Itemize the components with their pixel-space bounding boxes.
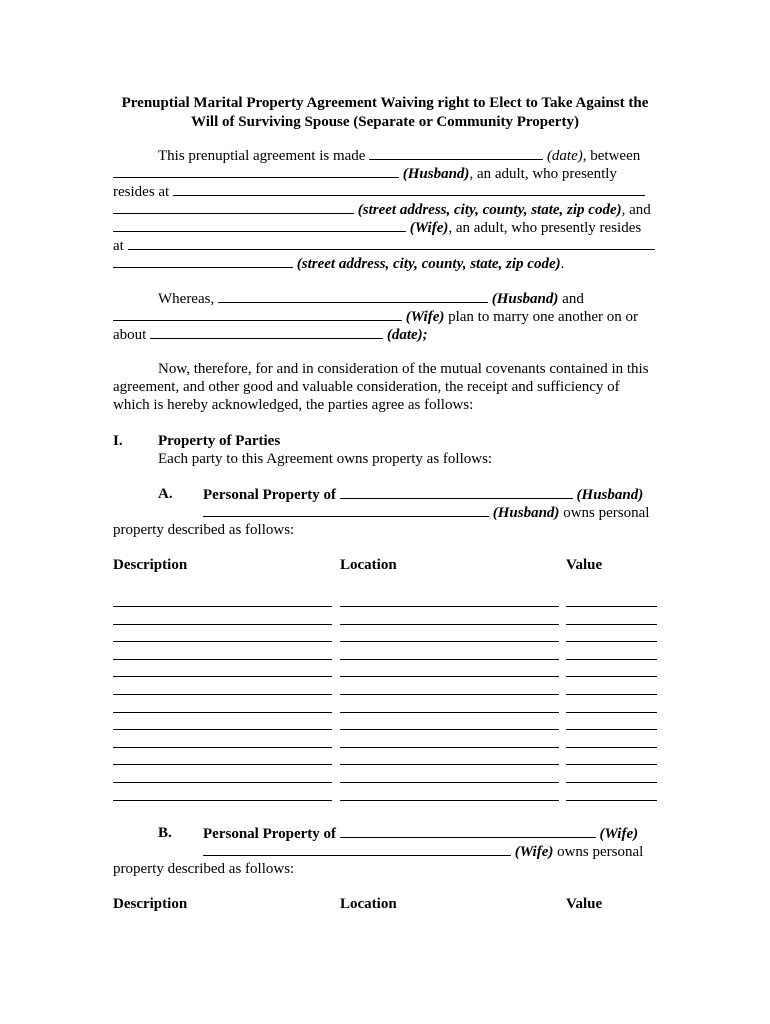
location-blank[interactable] [340, 729, 559, 730]
sub-a-husband-blank-1[interactable] [340, 485, 573, 499]
sub-b-owns-text: owns personal [557, 844, 644, 860]
whereas-line-2 [113, 307, 638, 326]
sub-b-wife-label-2: (Wife) [514, 844, 554, 860]
resides-at-label: resides at [113, 184, 170, 200]
plan-text: plan to marry one another on or [448, 309, 639, 325]
agreement-date-blank[interactable] [369, 146, 543, 160]
at-label: at [113, 238, 124, 254]
sub-a-line-1 [203, 485, 643, 504]
description-blank[interactable] [113, 764, 332, 765]
whereas-and: and [562, 291, 584, 307]
location-blank[interactable] [340, 694, 559, 695]
table-b-header-location: Location [340, 896, 397, 912]
value-blank[interactable] [566, 764, 657, 765]
description-blank[interactable] [113, 800, 332, 801]
value-blank[interactable] [566, 676, 657, 677]
description-blank[interactable] [113, 712, 332, 713]
sub-a-husband-label: (Husband) [576, 487, 644, 503]
whereas-wife-blank[interactable] [113, 307, 402, 321]
now-therefore-line-3: which is hereby acknowledged, the parties agree as follows: [113, 397, 474, 413]
date-label: (date) [546, 148, 583, 164]
whereas-line-1 [158, 289, 584, 308]
value-blank[interactable] [566, 800, 657, 801]
between-text: , between [582, 148, 641, 164]
location-blank[interactable] [340, 676, 559, 677]
sub-b-wife-blank-1[interactable] [340, 824, 596, 838]
description-blank[interactable] [113, 676, 332, 677]
location-blank[interactable] [340, 659, 559, 660]
value-blank[interactable] [566, 641, 657, 642]
marriage-date-blank[interactable] [150, 325, 383, 339]
table-a-header-value: Value [566, 557, 603, 573]
intro-line-7 [113, 254, 564, 273]
whereas-husband-label: (Husband) [491, 291, 559, 307]
description-blank[interactable] [113, 729, 332, 730]
wife-label: (Wife) [409, 220, 449, 236]
sub-b-wife-label: (Wife) [599, 826, 639, 842]
whereas-date-label: (date); [386, 327, 428, 343]
location-blank[interactable] [340, 764, 559, 765]
description-blank[interactable] [113, 606, 332, 607]
description-blank[interactable] [113, 747, 332, 748]
period-text: . [560, 256, 565, 272]
location-blank[interactable] [340, 782, 559, 783]
wife-address-blank-1[interactable] [128, 236, 655, 250]
sub-a-letter: A. [158, 486, 173, 502]
value-blank[interactable] [566, 694, 657, 695]
location-blank[interactable] [340, 747, 559, 748]
wife-suffix: , an adult, who presently resides [448, 220, 642, 236]
location-blank[interactable] [340, 712, 559, 713]
section-1-text: Each party to this Agreement owns property as follows: [158, 451, 493, 467]
value-blank[interactable] [566, 659, 657, 660]
intro-line-4 [113, 200, 651, 219]
document-title-line-2: Will of Surviving Spouse (Separate or Community Property) [191, 114, 579, 130]
value-blank[interactable] [566, 782, 657, 783]
sub-b-heading: Personal Property of [203, 826, 337, 842]
whereas-wife-label: (Wife) [405, 309, 445, 325]
intro-line-5 [113, 218, 641, 237]
about-label: about [113, 327, 147, 343]
whereas-prefix: Whereas, [158, 291, 215, 307]
sub-a-husband-label-2: (Husband) [492, 505, 560, 521]
address-label-2: (street address, city, county, state, zip code) [296, 256, 561, 272]
husband-name-blank[interactable] [113, 164, 399, 178]
sub-a-heading: Personal Property of [203, 487, 337, 503]
description-blank[interactable] [113, 782, 332, 783]
location-blank[interactable] [340, 624, 559, 625]
wife-address-blank-2[interactable] [113, 254, 293, 268]
husband-label: (Husband) [402, 166, 470, 182]
intro-line-2 [113, 164, 617, 183]
description-blank[interactable] [113, 641, 332, 642]
husband-address-blank-2[interactable] [113, 200, 354, 214]
description-blank[interactable] [113, 624, 332, 625]
sub-b-wife-blank-2[interactable] [203, 842, 511, 856]
sub-b-letter: B. [158, 825, 172, 841]
intro-line-1 [158, 146, 640, 165]
sub-b-line-1 [203, 824, 638, 843]
document-title-line-1: Prenuptial Marital Property Agreement Waiving right to Elect to Take Against the [121, 95, 649, 111]
table-a-header-location: Location [340, 557, 397, 573]
sub-b-line-2 [203, 842, 643, 861]
location-blank[interactable] [340, 800, 559, 801]
wife-name-blank[interactable] [113, 218, 406, 232]
sub-a-line-2 [203, 503, 649, 522]
section-1-heading: Property of Parties [158, 433, 281, 449]
table-b-header-description: Description [113, 896, 188, 912]
location-blank[interactable] [340, 641, 559, 642]
sub-a-husband-blank-2[interactable] [203, 503, 489, 517]
address-label-1: (street address, city, county, state, zip code) [357, 202, 622, 218]
intro-line-3 [113, 182, 645, 201]
value-blank[interactable] [566, 747, 657, 748]
table-b-header-value: Value [566, 896, 603, 912]
husband-address-blank-1[interactable] [173, 182, 645, 196]
description-blank[interactable] [113, 694, 332, 695]
husband-suffix: , an adult, who presently [469, 166, 617, 182]
whereas-line-3 [113, 325, 428, 344]
value-blank[interactable] [566, 606, 657, 607]
sub-a-described: property described as follows: [113, 522, 295, 538]
now-therefore-line-2: agreement, and other good and valuable consideration, the receipt and sufficiency of [113, 379, 620, 395]
and-text: , and [621, 202, 651, 218]
sub-b-described: property described as follows: [113, 861, 295, 877]
section-1-number: I. [113, 433, 123, 449]
value-blank[interactable] [566, 624, 657, 625]
value-blank[interactable] [566, 712, 657, 713]
sub-a-owns-text: owns personal [563, 505, 650, 521]
location-blank[interactable] [340, 606, 559, 607]
intro-line-6 [113, 236, 655, 255]
description-blank[interactable] [113, 659, 332, 660]
now-therefore-line-1: Now, therefore, for and in consideration of the mutual covenants contained in this [158, 361, 649, 377]
whereas-husband-blank[interactable] [218, 289, 488, 303]
table-a-header-description: Description [113, 557, 188, 573]
value-blank[interactable] [566, 729, 657, 730]
made-prefix: This prenuptial agreement is made [158, 148, 366, 164]
